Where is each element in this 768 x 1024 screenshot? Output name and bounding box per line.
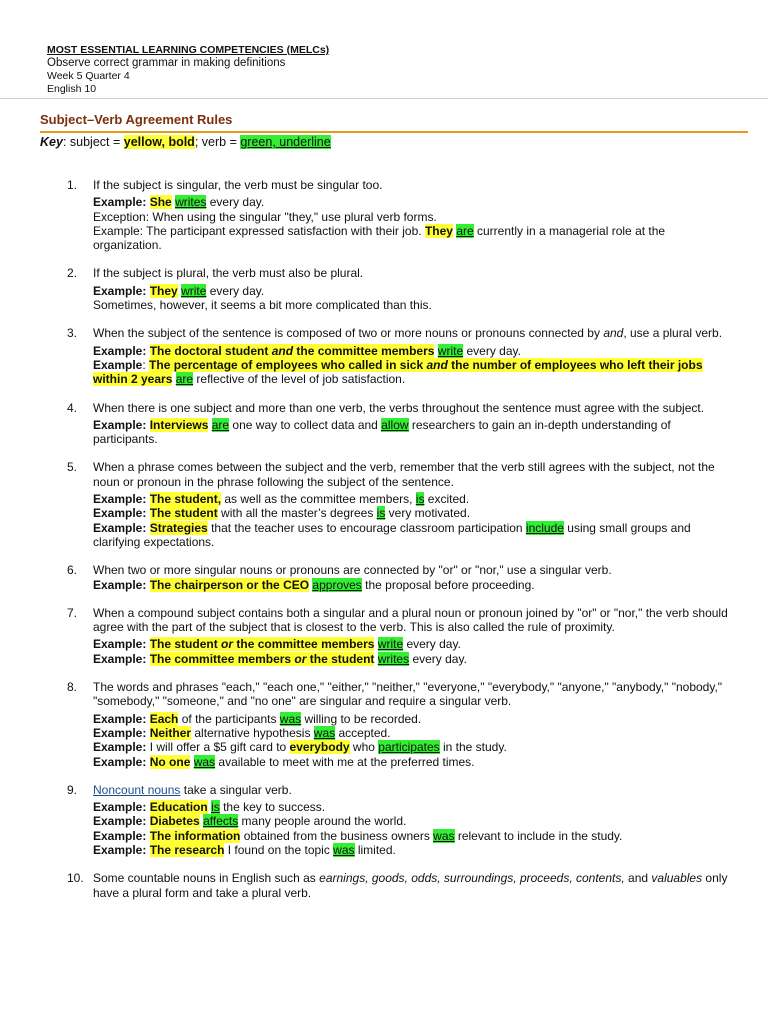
rule-number: 6. — [67, 563, 78, 578]
rule-item — [40, 460, 730, 549]
example-line: Example: The committee members or the student writes every day. — [93, 651, 467, 666]
example-verb: include — [525, 520, 564, 535]
rule-item — [40, 266, 730, 312]
example-subject: Each — [149, 711, 179, 726]
rule-text: If the subject is plural, the verb must also be plural. — [93, 266, 364, 281]
example-line: Example: Interviews are one way to collect data and allow researchers to gain an in-depth understanding of participants. — [93, 417, 671, 447]
rule-text: Noncount nouns take a singular verb. — [93, 782, 292, 797]
note-line: Sometimes, however, it seems a bit more complicated than this. — [93, 298, 432, 313]
page-title: Subject–Verb Agreement Rules — [40, 112, 233, 127]
example-line: Example: I will offer a $5 gift card to everybody who participates in the study. — [93, 740, 507, 755]
rule-number: 4. — [67, 400, 78, 415]
example-line: Example: Each of the participants was willing to be recorded. — [93, 711, 422, 726]
rule-item — [40, 680, 730, 769]
example-line: Example: She writes every day. — [93, 195, 265, 210]
rule-item — [40, 178, 730, 252]
example-verb: is — [376, 506, 386, 521]
rule-text: Some countable nouns in English such as earnings, goods, odds, surroundings, proceeds, contents, and valuables only have a plural form and take a plural verb. — [93, 871, 728, 900]
rule-number: 10. — [67, 871, 84, 886]
example-verb: is — [415, 492, 425, 507]
rules-list — [40, 178, 730, 914]
example-line: Example: The participant expressed satisfaction with their job. They are currently in a managerial role at the organization. — [93, 223, 666, 253]
example-subject: They — [424, 223, 453, 238]
rule-number: 2. — [67, 266, 78, 281]
example-verb: participates — [378, 740, 440, 755]
example-subject: The chairperson or the CEO — [149, 577, 310, 592]
example-verb: was — [333, 842, 355, 857]
example-line: Example: The percentage of employees who called in sick and the number of employees who left their jobs within 2 years are reflective of the level of job satisfaction. — [93, 357, 703, 387]
rule-text: When the subject of the sentence is composed of two or more nouns or pronouns connected by and, use a plural verb. — [93, 326, 723, 341]
example-line: Example: Education is the key to success. — [93, 800, 326, 815]
example-line: Example: They write every day. — [93, 283, 265, 298]
example-line: Example: The student with all the master’s degrees is very motivated. — [93, 506, 471, 521]
example-line: Example: The information obtained from the business owners was relevant to include in the study. — [93, 828, 623, 843]
example-subject: The research — [149, 842, 225, 857]
example-subject: No one — [149, 754, 191, 769]
example-verb: approves — [312, 577, 362, 592]
rule-item — [40, 606, 730, 666]
example-verb: write — [377, 637, 404, 652]
key-subject-style: yellow, bold — [123, 135, 195, 149]
noncount-nouns-link[interactable]: Noncount nouns — [93, 782, 181, 797]
example-subject: Neither — [149, 725, 192, 740]
example-verb: are — [175, 372, 194, 387]
example-verb: write — [181, 283, 207, 298]
header-competency: Observe correct grammar in making definitions — [47, 57, 286, 69]
example-verb: was — [433, 828, 455, 843]
rule-item — [40, 401, 730, 447]
example-verb: allow — [381, 417, 409, 432]
example-line: Example: No one was available to meet with me at the preferred times. — [93, 754, 475, 769]
example-verb: was — [193, 754, 216, 769]
example-subject: She — [149, 195, 172, 210]
rule-number: 9. — [67, 782, 78, 797]
header-divider — [0, 98, 768, 99]
example-subject: Interviews — [149, 417, 209, 432]
example-verb: was — [313, 725, 336, 740]
key-label: Key — [40, 135, 63, 149]
rule-number: 3. — [67, 326, 78, 341]
example-subject: everybody — [289, 740, 350, 755]
example-subject: The committee members or the student — [149, 651, 375, 666]
example-subject: The information — [149, 828, 241, 843]
rule-text: If the subject is singular, the verb must be singular too. — [93, 178, 383, 192]
rule-item — [40, 783, 730, 857]
rule-number: 7. — [67, 605, 78, 620]
rule-number: 1. — [67, 178, 78, 192]
rule-text: When there is one subject and more than one verb, the verbs throughout the sentence must agree with the subject. — [93, 400, 705, 415]
example-line: Example: Neither alternative hypothesis was accepted. — [93, 725, 391, 740]
example-verb: is — [211, 800, 220, 815]
key-verb-text: ; verb = — [194, 135, 241, 149]
rule-item — [40, 871, 730, 900]
example-subject: Diabetes — [149, 814, 200, 829]
rule-item — [40, 563, 730, 592]
example-line: Example: The student or the committee members write every day. — [93, 637, 461, 652]
example-verb: write — [437, 343, 464, 358]
rule-number: 8. — [67, 680, 78, 695]
rule-item — [40, 326, 730, 386]
example-subject: The student, — [149, 492, 222, 507]
example-line: Example: The doctoral student and the committee members write every day. — [93, 343, 521, 358]
rule-number: 5. — [67, 460, 78, 475]
title-underline — [40, 131, 748, 133]
example-verb: was — [279, 711, 302, 726]
exception-line: Exception: When using the singular "they," use plural verb forms. — [93, 209, 437, 224]
key-subject-text: : subject = — [62, 135, 124, 149]
example-verb: writes — [175, 195, 207, 210]
example-line: Example: The chairperson or the CEO approves the proposal before proceeding. — [93, 577, 535, 592]
example-verb: are — [456, 223, 474, 238]
example-subject: Education — [149, 800, 208, 815]
example-verb: are — [211, 417, 230, 432]
example-subject: They — [149, 283, 178, 298]
rule-text: The words and phrases "each," "each one," "either," "neither," "everyone," "everybody," "anyone," "anybody," "nobody," "somebody," "someone," and "no one" are singular and require a singular verb. — [93, 680, 723, 709]
example-line: Example: The research I found on the topic was limited. — [93, 842, 396, 857]
example-line: Example: The student, as well as the committee members, is excited. — [93, 492, 470, 507]
example-subject: The doctoral student and the committee members — [149, 343, 435, 358]
example-subject: The student — [149, 506, 218, 521]
rule-text: When a phrase comes between the subject and the verb, remember that the verb still agrees with the subject, not the noun or pronoun in the phrase following the subject of the sentence. — [93, 460, 715, 489]
example-line: Example: Diabetes affects many people around the world. — [93, 814, 407, 829]
rule-text: When a compound subject contains both a singular and a plural noun or pronoun joined by "or" or "nor," the verb should agree with the part of the subject that is closest to the verb. This is also called the rule of proximity. — [93, 605, 728, 635]
header-melcs: MOST ESSENTIAL LEARNING COMPETENCIES (MELCs) — [47, 44, 330, 56]
header-subject: English 10 — [47, 83, 97, 95]
example-verb: writes — [377, 651, 410, 666]
key-verb-style: green, underline — [240, 135, 331, 149]
example-subject: The percentage of employees who called in sick and the number of employees who left their jobs within 2 years — [93, 357, 703, 387]
rule-text: When two or more singular nouns or pronouns are connected by "or" or "nor," use a singular verb. — [93, 563, 612, 578]
header-week: Week 5 Quarter 4 — [47, 70, 130, 82]
example-verb: affects — [203, 814, 239, 829]
document-header — [47, 44, 329, 96]
example-subject: The student or the committee members — [149, 637, 375, 652]
example-line: Example: Strategies that the teacher uses to encourage classroom participation include using small groups and clarifying expectations. — [93, 520, 691, 549]
color-key — [40, 135, 331, 149]
example-subject: Strategies — [149, 520, 208, 535]
